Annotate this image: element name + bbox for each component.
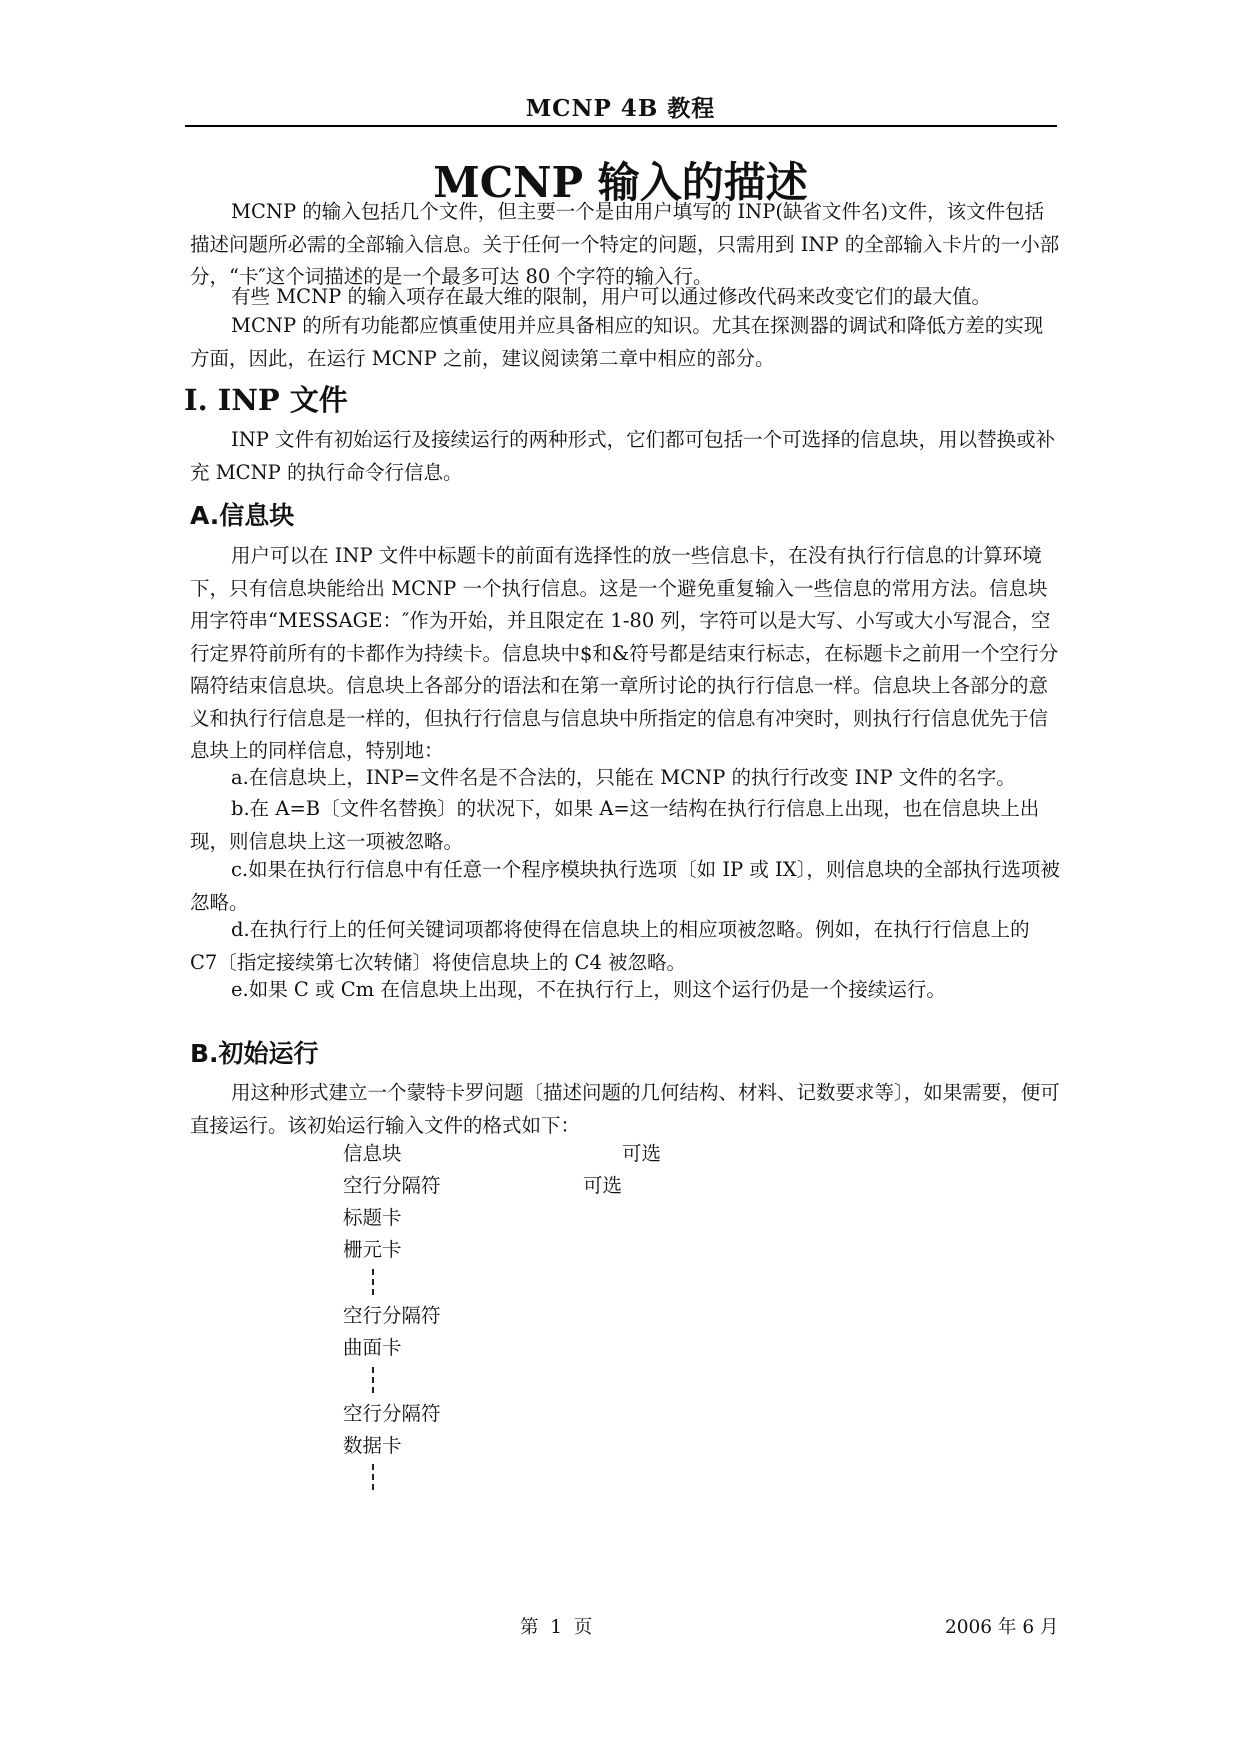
section-a-item-e: e.如果 C 或 Cm 在信息块上出现，不在执行行上，则这个运行仍是一个接续运行。 — [231, 978, 946, 1001]
section-a-paragraph: 用户可以在 INP 文件中标题卡的前面有选择性的放一些信息卡，在没有执行行信息的计算环境下，只有信息块能给出 MCNP 一个执行信息。这是一个避免重复输入一些信息的常用方法。信息块用字符串“MESSAGE：″作为开始，并且限定在 1-80 列，字符可以是大写、小写或大小写混合，空行定界符前所有的卡都作为持续卡。信息块中$和&符号都是结束行标志，在标题卡之前用一个空行分隔符结束信息块。信息块上各部分的语法和在第一章所讨论的执行行信息一样。信息块上各部分的意义和执行行信息是一样的，但执行行信息与信息块中所指定的信息有冲突时，则执行行信息优先于信息块上的同样信息，特别地： — [190, 544, 1059, 762]
page-number: 第 1 页 — [520, 1617, 593, 1638]
section-a-item-c: c.如果在执行行信息中有任意一个程序模块执行选项〔如 IP 或 IX〕，则信息块的全部执行选项被忽略。 — [190, 858, 1060, 914]
format-line-text: 空行分隔符 — [343, 1304, 441, 1327]
format-line-text: 空行分隔符 — [343, 1402, 441, 1425]
format-line-blank-delimiter — [343, 1300, 441, 1332]
format-line-continuation — [343, 1464, 378, 1496]
section-b-heading: B.初始运行 — [190, 1039, 319, 1068]
header-rule — [185, 125, 1057, 127]
section-a-item-b: b.在 A=B〔文件名替换〕的状况下，如果 A=这一结构在执行行信息上出现，也在信息块上出现，则信息块上这一项被忽略。 — [190, 797, 1040, 853]
format-line-text: 信息块 — [343, 1142, 402, 1165]
section-1-heading: Ⅰ. INP 文件 — [184, 383, 348, 417]
vertical-ellipsis-icon — [372, 1269, 378, 1295]
document-title: MCNP 输入的描述 — [433, 158, 808, 207]
section-a-item-a: a.在信息块上，INP=文件名是不合法的，只能在 MCNP 的执行行改变 INP 文件的名字。 — [231, 766, 1016, 789]
intro-paragraph-2: 有些 MCNP 的输入项存在最大维的限制，用户可以通过修改代码来改变它们的最大值。 — [231, 285, 991, 308]
format-line-message-block — [343, 1138, 662, 1170]
footer-date: 2006 年 6 月 — [945, 1617, 1059, 1638]
format-line-data-cards — [343, 1430, 402, 1462]
format-line-blank-delimiter — [343, 1398, 441, 1430]
format-line-continuation — [343, 1269, 378, 1301]
format-line-continuation — [343, 1367, 378, 1399]
format-line-surface-cards — [343, 1332, 402, 1364]
format-line-text: 数据卡 — [343, 1434, 402, 1457]
format-line-text: 曲面卡 — [343, 1336, 402, 1359]
vertical-ellipsis-icon — [372, 1464, 378, 1490]
format-line-title-card — [343, 1202, 402, 1234]
format-line-text: 栅元卡 — [343, 1238, 402, 1261]
running-header: MCNP 4B 教程 — [525, 95, 716, 122]
format-line-blank-delimiter — [343, 1170, 623, 1202]
format-line-note: 可选 — [583, 1174, 623, 1197]
vertical-ellipsis-icon — [372, 1367, 378, 1393]
format-line-text: 空行分隔符 — [343, 1174, 441, 1197]
section-a-heading: A.信息块 — [190, 501, 295, 530]
section-b-paragraph: 用这种形式建立一个蒙特卡罗问题〔描述问题的几何结构、材料、记数要求等〕，如果需要，便可直接运行。该初始运行输入文件的格式如下： — [190, 1081, 1060, 1137]
intro-paragraph-3: MCNP 的所有功能都应慎重使用并应具备相应的知识。尤其在探测器的调试和降低方差的实现方面，因此，在运行 MCNP 之前，建议阅读第二章中相应的部分。 — [190, 314, 1044, 370]
format-line-cell-cards — [343, 1234, 402, 1266]
format-line-text: 标题卡 — [343, 1206, 402, 1229]
section-1-paragraph: INP 文件有初始运行及接续运行的两种形式，它们都可包括一个可选择的信息块，用以替换或补充 MCNP 的执行命令行信息。 — [190, 428, 1056, 484]
intro-paragraph-1: MCNP 的输入包括几个文件，但主要一个是由用户填写的 INP(缺省文件名)文件，该文件包括描述问题所必需的全部输入信息。关于任何一个特定的问题，只需用到 INP 的全部输入卡片的一小部分，“卡″这个词描述的是一个最多可达 80 个字符的输入行。 — [190, 200, 1060, 288]
format-line-note: 可选 — [622, 1142, 662, 1165]
section-a-item-d: d.在执行行上的任何关键词项都将使得在信息块上的相应项被忽略。例如，在执行行信息上的 C7〔指定接续第七次转储〕将使信息块上的 C4 被忽略。 — [190, 918, 1030, 974]
